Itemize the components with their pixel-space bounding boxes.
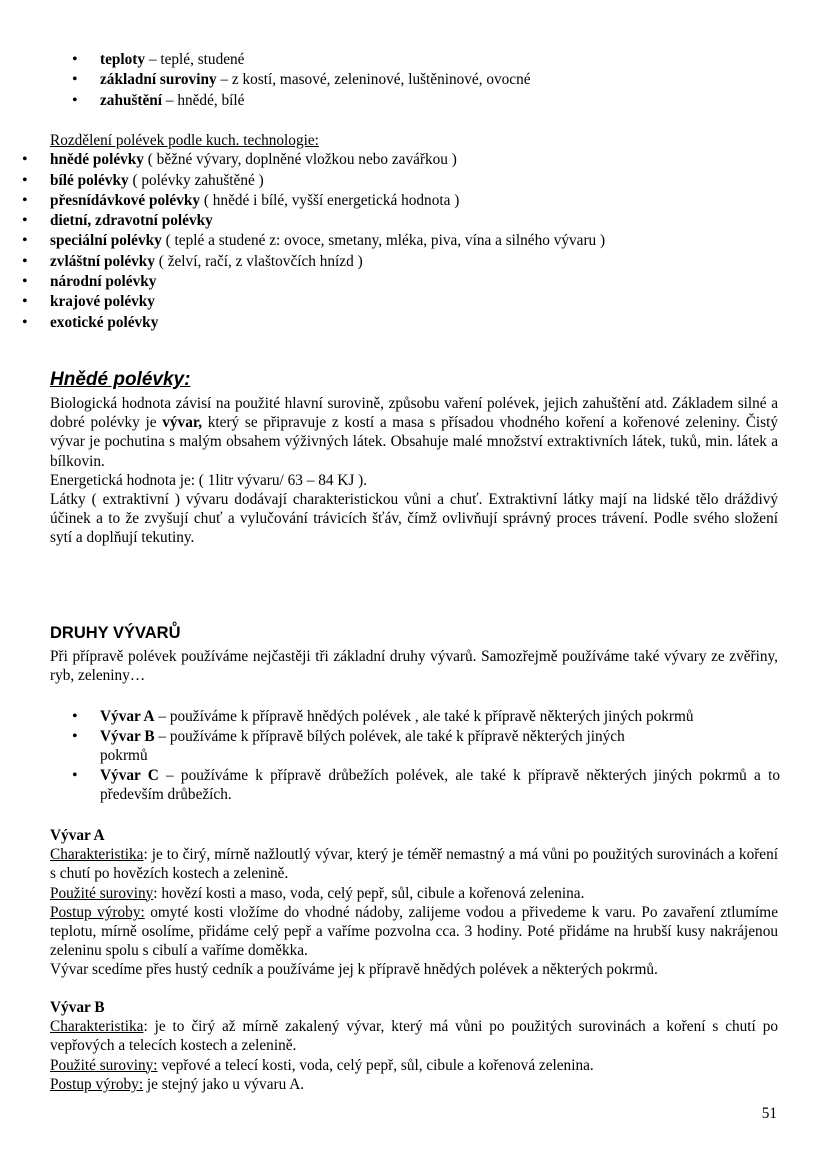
paragraph: Charakteristika: je to čirý, mírně nažloutlý vývar, který je téměř nemastný a má vůni po použitých surovinách a koření s chutí po hovězích kostech a zelenině.: [50, 846, 778, 883]
broth-b-section: [50, 998, 778, 1094]
paragraph: Použité suroviny: vepřové a telecí kosti, voda, celý pepř, sůl, cibule a kořenová zelenina.: [50, 1056, 594, 1074]
list-item: • krajové polévky: [0, 292, 778, 312]
broth-a-section: [50, 826, 778, 980]
page-number: 51: [761, 1105, 777, 1122]
paragraph: Použité suroviny: hovězí kosti a maso, voda, celý pepř, sůl, cibule a kořenová zelenina.: [50, 884, 585, 902]
paragraph: Postup výroby: je stejný jako u vývaru A.: [50, 1075, 305, 1093]
list-item: • dietní, zdravotní polévky: [0, 211, 778, 231]
list-item: • speciální polévky ( teplé a studené z: ovoce, smetany, mléka, piva, vína a silného vývaru ): [0, 231, 778, 251]
paragraph: Energetická hodnota je: ( 1litr vývaru/ 63 – 84 KJ ).: [50, 471, 368, 489]
tech-list: [0, 150, 778, 333]
paragraph: Charakteristika: je to čirý až mírně zakalený vývar, který má vůni po použitých surovinách a koření s chutí po vepřových a telecích kostech a zelenině.: [50, 1018, 778, 1055]
list-item: • bílé polévky ( polévky zahuštěné ): [0, 171, 778, 191]
brown-soups-section: [50, 369, 778, 548]
list-item: • základní suroviny – z kostí, masové, zeleninové, luštěninové, ovocné: [50, 70, 778, 90]
list-item: • hnědé polévky ( běžné vývary, doplněné vložkou nebo zavářkou ): [0, 150, 778, 170]
paragraph: Při přípravě polévek používáme nejčastěji tři základní druhy vývarů. Samozřejmě používáme také vývary ze zvěřiny, ryb, zeleniny…: [50, 648, 778, 685]
broth-b-title: Vývar B: [50, 999, 105, 1016]
brown-soups-heading: Hnědé polévky:: [50, 369, 191, 390]
paragraph: Biologická hodnota závisí na použité hlavní surovině, způsobu vaření polévek, jejich zahuštění atd. Základem silné a dobré polévky je vývar, který se připravuje z kostí a masa s přísadou vhodného koření a kořenové zeleniny. Čistý vývar je pochutina s malým obsahem výživných látek. Obsahuje malé množství extraktivních látek, tuků, min. látek a bílkovin.: [50, 395, 778, 470]
list-item: • zvláštní polévky ( želví, račí, z vlaštovčích hnízd ): [0, 252, 778, 272]
list-item: • teploty – teplé, studené: [50, 50, 778, 70]
tech-heading: Rozdělení polévek podle kuch. technologie:: [50, 132, 319, 149]
soup-criteria-list: [50, 50, 778, 111]
list-item: • Vývar A – používáme k přípravě hnědých polévek , ale také k přípravě některých jiných pokrmů: [50, 707, 780, 727]
paragraph: Postup výroby: omyté kosti vložíme do vhodné nádoby, zalijeme vodou a přivedeme k varu. Po zavaření ztlumíme teplotu, mírně osolíme, přidáme celý pepř a vaříme pozvolna cca. 3 hodiny. Poté přidáme na hrubší kusy nakrájenou zeleninu spolu s cibulí a vaříme doměkka.: [50, 903, 778, 960]
broth-types-heading: DRUHY VÝVARŮ: [50, 624, 181, 642]
list-item: • Vývar B – používáme k přípravě bílých polévek, ale také k přípravě některých jiných pokrmů: [50, 727, 780, 766]
paragraph: Látky ( extraktivní ) vývaru dodávají charakteristickou vůni a chuť. Extraktivní látky mají na lidské tělo dráždivý účinek a to že zvyšují chuť a vylučování trávicích šťáv, čímž ovlivňují správný proces trávení. Podle svého složení sytí a doplňují tekutiny.: [50, 491, 778, 547]
list-item: • exotické polévky: [0, 313, 778, 333]
broth-a-title: Vývar A: [50, 827, 105, 844]
broth-types-list: [50, 707, 780, 805]
list-item: • Vývar C – používáme k přípravě drůbežích polévek, ale také k přípravě některých jiných pokrmů a to především drůbežích.: [50, 766, 780, 805]
paragraph: Vývar scedíme přes hustý cedník a používáme jej k přípravě hnědých polévek a některých pokrmů.: [50, 961, 658, 979]
broth-types-section: [50, 624, 778, 685]
list-item: • národní polévky: [0, 272, 778, 292]
list-item: • přesnídávkové polévky ( hnědé i bílé, vyšší energetická hodnota ): [0, 191, 778, 211]
tech-section: [50, 131, 778, 333]
list-item: • zahuštění – hnědé, bílé: [50, 91, 778, 111]
